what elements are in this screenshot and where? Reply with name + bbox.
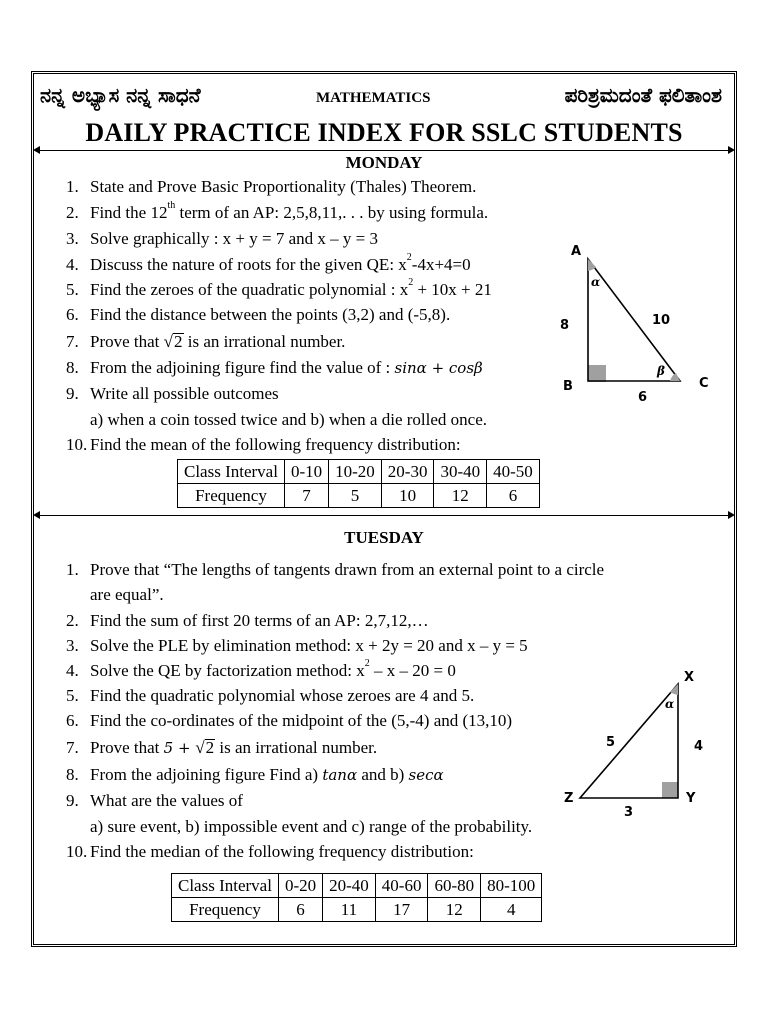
angle-beta-mark (670, 373, 680, 381)
side-zy-label: 3 (624, 805, 634, 820)
tuesday-question-1: 1. Prove that “The lengths of tangents drawn from an external point to a circle (66, 560, 605, 579)
vertex-y-label: Y (686, 791, 696, 806)
kannada-motto-right: ಪರಿಶ್ರಮದಂತೆ ಫಲಿತಾಂಶ (564, 83, 722, 107)
tuesday-question-3: 3. Solve the PLE by elimination method: x + 2y = 20 and x – y = 5 (66, 636, 528, 655)
monday-question-9: 9. Write all possible outcomes (66, 384, 279, 403)
subject-label: MATHEMATICS (316, 90, 431, 106)
table-cell: 20-40 (323, 874, 376, 898)
divider-line (36, 515, 732, 516)
table-cell: 11 (323, 898, 376, 922)
tuesday-question-4: 4. Solve the QE by factorization method: $x^2 - x - 20 = 0$ (66, 658, 456, 680)
arrow-left-icon (33, 511, 40, 519)
vertex-x-label: X (684, 670, 695, 685)
page-title: DAILY PRACTICE INDEX FOR SSLC STUDENTS (85, 118, 683, 147)
monday-question-2: 2. Find the 12th term of an AP: 2,5,8,11,. . . by using formula. (66, 200, 489, 222)
tuesday-question-5: 5. Find the quadratic polynomial whose zeroes are 4 and 5. (66, 686, 475, 705)
right-angle-mark (662, 782, 678, 798)
table-cell: 4 (481, 898, 542, 922)
alpha-label: α (591, 275, 601, 289)
monday-question-4: 4. Discuss the nature of roots for the given QE: $x^2-4x+4=0$ (66, 252, 471, 274)
table-cell: 7 (284, 484, 328, 508)
monday-question-7: 7. Prove that √2 is an irrational number. (66, 332, 346, 351)
tuesday-question-6: 6. Find the co-ordinates of the midpoint of the (5,-4) and (13,10) (66, 711, 513, 730)
table-cell: Frequency (178, 484, 285, 508)
table-cell: 6 (278, 898, 322, 922)
table-cell: 30-40 (434, 460, 487, 484)
table-cell: 6 (487, 484, 540, 508)
table-cell: Class Interval (172, 874, 279, 898)
side-ab-label: 8 (560, 318, 570, 333)
table-cell: 12 (428, 898, 481, 922)
side-bc-label: 6 (638, 390, 648, 405)
table-cell: 10-20 (329, 460, 382, 484)
monday-question-10: 10. Find the mean of the following frequency distribution: (66, 435, 461, 454)
tuesday-question-1-cont: are equal”. (90, 585, 164, 604)
arrow-right-icon (728, 511, 735, 519)
kannada-motto-left: ನನ್ನ ಅಭ್ಯಾಸ ನನ್ನ ಸಾಧನೆ (40, 83, 201, 107)
side-ac-label: 10 (652, 313, 671, 328)
side-xy-label: 4 (694, 739, 704, 754)
side-xz-label: 5 (606, 735, 616, 750)
table-cell: 40-50 (487, 460, 540, 484)
monday-question-9-sub: a) when a coin tossed twice and b) when a die rolled once. (90, 410, 487, 429)
monday-question-3: 3. Solve graphically : x + y = 7 and x – y = 3 (66, 229, 378, 248)
divider-line (36, 150, 732, 151)
alpha-label: α (665, 697, 675, 711)
monday-heading: MONDAY (345, 153, 423, 172)
table-row (172, 874, 542, 898)
tuesday-heading: TUESDAY (344, 528, 424, 547)
tuesday-question-9: 9. What are the values of (66, 791, 243, 810)
table-cell: 60-80 (428, 874, 481, 898)
monday-question-8: 8. From the adjoining figure find the value of : sinα + cosβ (66, 358, 483, 377)
vertex-z-label: Z (564, 791, 574, 806)
tuesday-question-9-sub: a) sure event, b) impossible event and c) range of the probability. (90, 817, 533, 836)
tuesday-question-8: 8. From the adjoining figure Find a) tanα and b) secα (66, 765, 444, 784)
triangle-abc-figure (555, 240, 715, 405)
table-row (178, 484, 540, 508)
tuesday-frequency-table (171, 873, 542, 922)
monday-question-1: 1. State and Prove Basic Proportionality (Thales) Theorem. (66, 177, 477, 196)
table-cell: 0-10 (284, 460, 328, 484)
table-cell: 0-20 (278, 874, 322, 898)
monday-frequency-table (177, 459, 540, 508)
table-row (178, 460, 540, 484)
table-cell: 12 (434, 484, 487, 508)
table-cell: 5 (329, 484, 382, 508)
right-angle-mark (588, 365, 606, 382)
table-cell: 40-60 (375, 874, 428, 898)
tuesday-question-2: 2. Find the sum of first 20 terms of an AP: 2,7,12,… (66, 611, 429, 630)
monday-question-5: 5. Find the zeroes of the quadratic polynomial : $x^2 + 10x + 21$ (66, 277, 492, 299)
angle-alpha-mark (670, 684, 678, 695)
tuesday-question-7: 7. Prove that 5 + √2 is an irrational number. (66, 738, 378, 757)
vertex-b-label: B (563, 379, 573, 394)
table-cell: 17 (375, 898, 428, 922)
vertex-a-label: A (571, 244, 582, 259)
triangle-outline (580, 684, 678, 798)
vertex-c-label: C (699, 376, 709, 391)
table-cell: Class Interval (178, 460, 285, 484)
beta-label: β (657, 364, 665, 378)
monday-question-6: 6. Find the distance between the points (3,2) and (-5,8). (66, 305, 451, 324)
table-row (172, 898, 542, 922)
table-cell: 10 (381, 484, 434, 508)
header-row (40, 83, 730, 115)
table-cell: 20-30 (381, 460, 434, 484)
table-cell: Frequency (172, 898, 279, 922)
tuesday-question-10: 10. Find the median of the following frequency distribution: (66, 842, 474, 861)
triangle-xyz-figure (558, 665, 718, 825)
table-cell: 80-100 (481, 874, 542, 898)
